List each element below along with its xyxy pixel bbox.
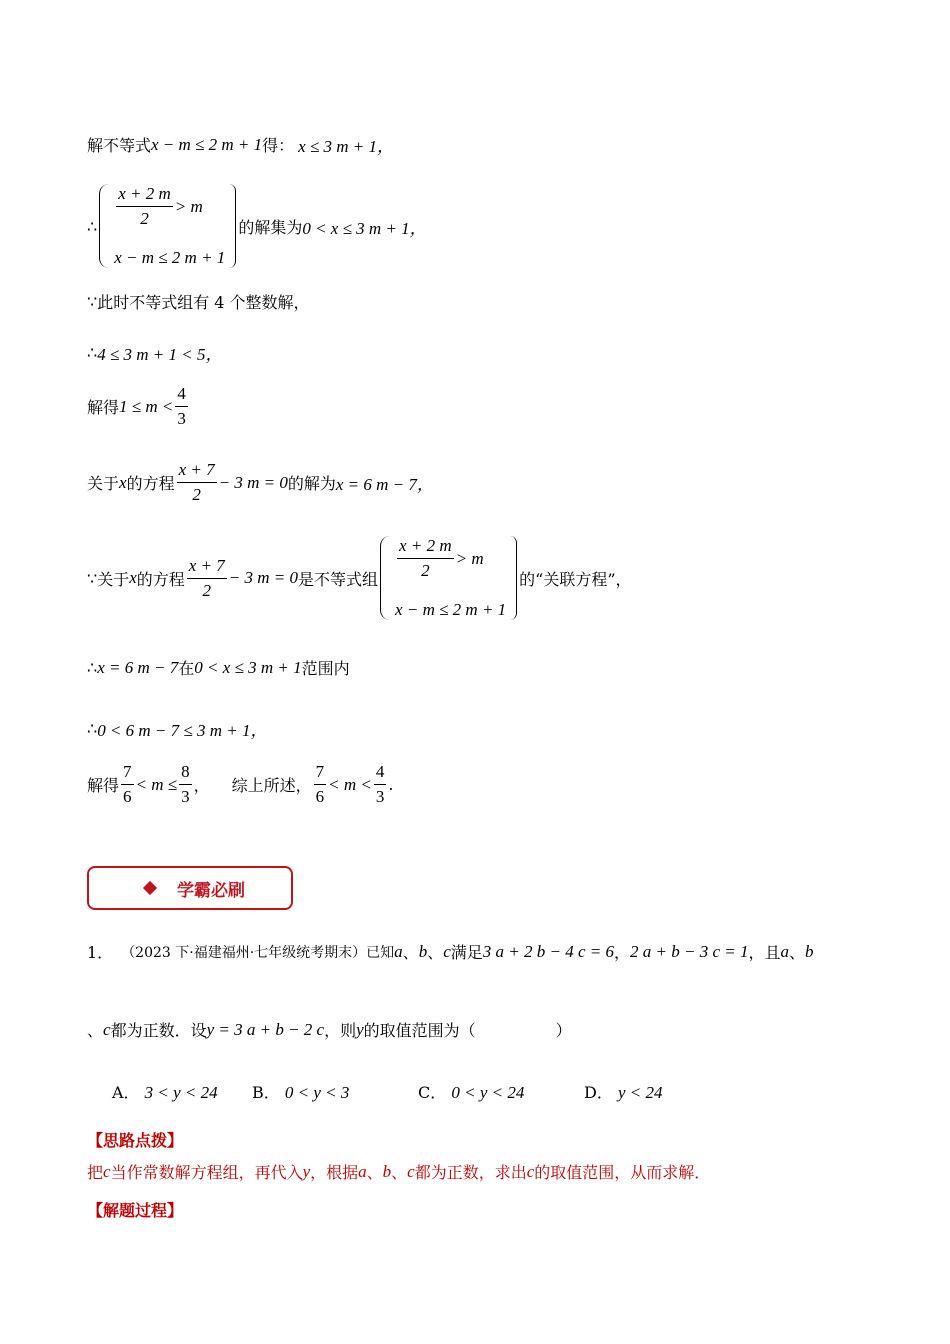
therefore-symbol: ∴ [87,343,98,362]
option-letter: A． [112,1083,140,1102]
option-d[interactable] [584,1080,662,1103]
denominator: 3 [177,409,186,428]
solution-line-5 [87,384,190,429]
system-body [114,184,225,268]
text: 的解集为 [238,217,303,237]
numerator: 8 [179,762,192,785]
math-expr: y = 3 a + b − 2 c [206,1019,325,1039]
numerator: x + 7 [187,556,227,579]
fraction [314,762,327,807]
right-paren [229,184,236,268]
math-expr: x = 6 m − 7， [335,475,434,494]
right-paren [510,536,517,620]
denominator: 2 [202,580,212,600]
math-expr: 3 a + 2 b − 4 c = 6 [482,941,614,961]
math-expr: x − m ≤ 2 m + 1 [151,134,263,154]
system-row-2: x − m ≤ 2 m + 1 [114,248,226,267]
therefore-symbol: ∴ [87,658,98,677]
math-var: c [407,1161,415,1181]
math-var: c [526,1161,535,1181]
question-line-1 [87,940,814,963]
text: ， [613,943,630,962]
math-var: x [119,472,127,492]
fraction [187,556,227,601]
math-expr: 2 a + b − 3 c = 1 [630,941,749,961]
math-expr: > m [174,196,203,216]
fraction [116,184,173,229]
text: 、 [391,1163,408,1182]
fraction [179,762,192,807]
denominator: 3 [375,787,385,806]
math-expr: 0 < 6 m − 7 ≤ 3 m + 1， [97,721,268,740]
math-expr: − 3 m = 0 [218,472,288,492]
denominator: 2 [140,209,149,228]
text: 解得 [87,398,120,417]
text: 范围内 [301,659,350,678]
math-var: b [805,941,814,961]
math-expr: − 3 m = 0 [228,568,299,587]
because-symbol: ∵ [87,292,98,311]
therefore-symbol: ∴ [87,216,98,236]
text: 、 [87,1021,104,1040]
solution-line-6 [87,460,434,505]
math-var: c [443,941,451,961]
math-var: c [103,1019,111,1039]
math-expr: < m < [328,774,372,794]
diamond-icon [143,881,157,895]
text: 的取值范围，从而求解． [534,1163,711,1182]
math-expr: 0 < x ≤ 3 m + 1， [302,218,427,238]
option-letter: B． [252,1083,280,1102]
text: 在 [178,659,195,678]
math-var: x [129,568,137,587]
text: 得： [262,136,295,155]
math-expr: 1 ≤ m < [119,396,174,416]
math-var: a [358,1161,367,1181]
option-expr: 3 < y < 24 [144,1083,218,1102]
solution-line-7 [87,536,632,620]
numerator: 4 [175,384,188,407]
text: ， [193,776,210,795]
solution-line-3 [87,290,310,313]
text: 解不等式 [87,136,152,155]
option-a[interactable] [112,1080,218,1103]
text: 【思路点拨】 [87,1131,184,1150]
text: 的方程 [136,569,185,589]
solution-line-4 [87,340,223,365]
math-expr: > m [455,548,484,568]
text: 、 [427,943,444,962]
system-row-2: x − m ≤ 2 m + 1 [395,600,507,619]
option-b[interactable] [252,1080,349,1103]
text: . [388,775,394,794]
text: 此时不等式组有 4 个整数解， [97,293,310,312]
text: 当作常数解方程组，再代入 [110,1163,303,1182]
question-number: 1． [87,943,114,962]
math-expr: < m ≤ [135,774,178,794]
text: 是不等式组 [298,569,379,589]
hint-text [87,1160,710,1183]
fraction [397,536,454,581]
badge-label: 学霸必刷 [177,880,245,901]
process-title [87,1198,183,1221]
math-expr: 0 < x ≤ 3 m + 1 [194,657,302,677]
math-expr: x ≤ 3 m + 1， [298,137,395,156]
denominator: 6 [315,787,325,806]
text: 满足 [450,943,483,962]
text: 关于 [87,474,120,493]
math-expr: 4 ≤ 3 m + 1 < 5， [97,345,223,364]
text: 、 [366,1163,383,1182]
fraction [374,762,387,807]
system-row-1 [395,536,506,581]
math-var: a [394,941,403,961]
text: 【解题过程】 [87,1201,184,1220]
left-brace [380,536,391,620]
denominator: 3 [181,787,190,806]
solution-line-8 [87,656,350,679]
text: 解得 [87,776,120,795]
solution-line-1 [87,132,394,157]
inequality-system [99,184,236,268]
math-var: a [780,941,789,961]
text: 、 [788,943,805,962]
numerator: 7 [314,762,327,785]
hint-title [87,1128,183,1151]
text: 把 [87,1163,104,1182]
denominator: 6 [123,787,132,806]
math-expr: x = 6 m − 7 [97,657,179,677]
math-var: y [356,1019,364,1039]
numerator: x + 7 [177,460,217,483]
numerator: x + 2 m [397,536,454,559]
option-expr: 0 < y < 3 [284,1083,350,1102]
text: 关于 [97,569,130,589]
because-symbol: ∵ [87,568,98,588]
system-row-1 [114,184,225,229]
solution-line-9 [87,716,268,741]
therefore-symbol: ∴ [87,719,98,738]
option-letter: C． [418,1083,447,1102]
system-body [395,536,506,620]
math-var: c [103,1161,111,1181]
text: 的取值范围为（ ） [363,1021,572,1040]
text: 综上所述， [231,776,312,795]
text: ，则 [324,1021,357,1040]
fraction [177,460,217,505]
text: 的“关联方程”， [519,569,632,589]
text: 都为正数，求出 [414,1163,527,1182]
denominator: 2 [192,485,201,504]
numerator: 4 [374,762,387,785]
inequality-system [380,536,517,620]
math-var: y [302,1161,311,1181]
option-expr: y < 24 [617,1083,663,1102]
left-brace [99,184,110,268]
option-letter: D． [584,1083,613,1102]
text: ，且 [748,943,781,962]
text: 、 [402,943,419,962]
fraction [121,762,134,807]
math-var: b [382,1161,392,1181]
question-source: （2023 下·福建福州·七年级统考期末）已知 [121,944,395,961]
numerator: x + 2 m [116,184,173,207]
solution-line-10 [87,762,393,807]
text: 的解为 [287,474,336,493]
fraction [175,384,188,429]
question-line-2 [87,1018,572,1041]
math-var: b [418,941,428,961]
numerator: 7 [121,762,134,785]
text: ，根据 [310,1163,359,1182]
denominator: 2 [421,561,430,580]
solution-line-2 [87,184,427,268]
option-expr: 0 < y < 24 [451,1083,525,1102]
text: 的方程 [126,474,175,493]
option-c[interactable] [418,1080,524,1103]
text: 都为正数．设 [110,1021,207,1040]
section-badge [87,866,293,910]
